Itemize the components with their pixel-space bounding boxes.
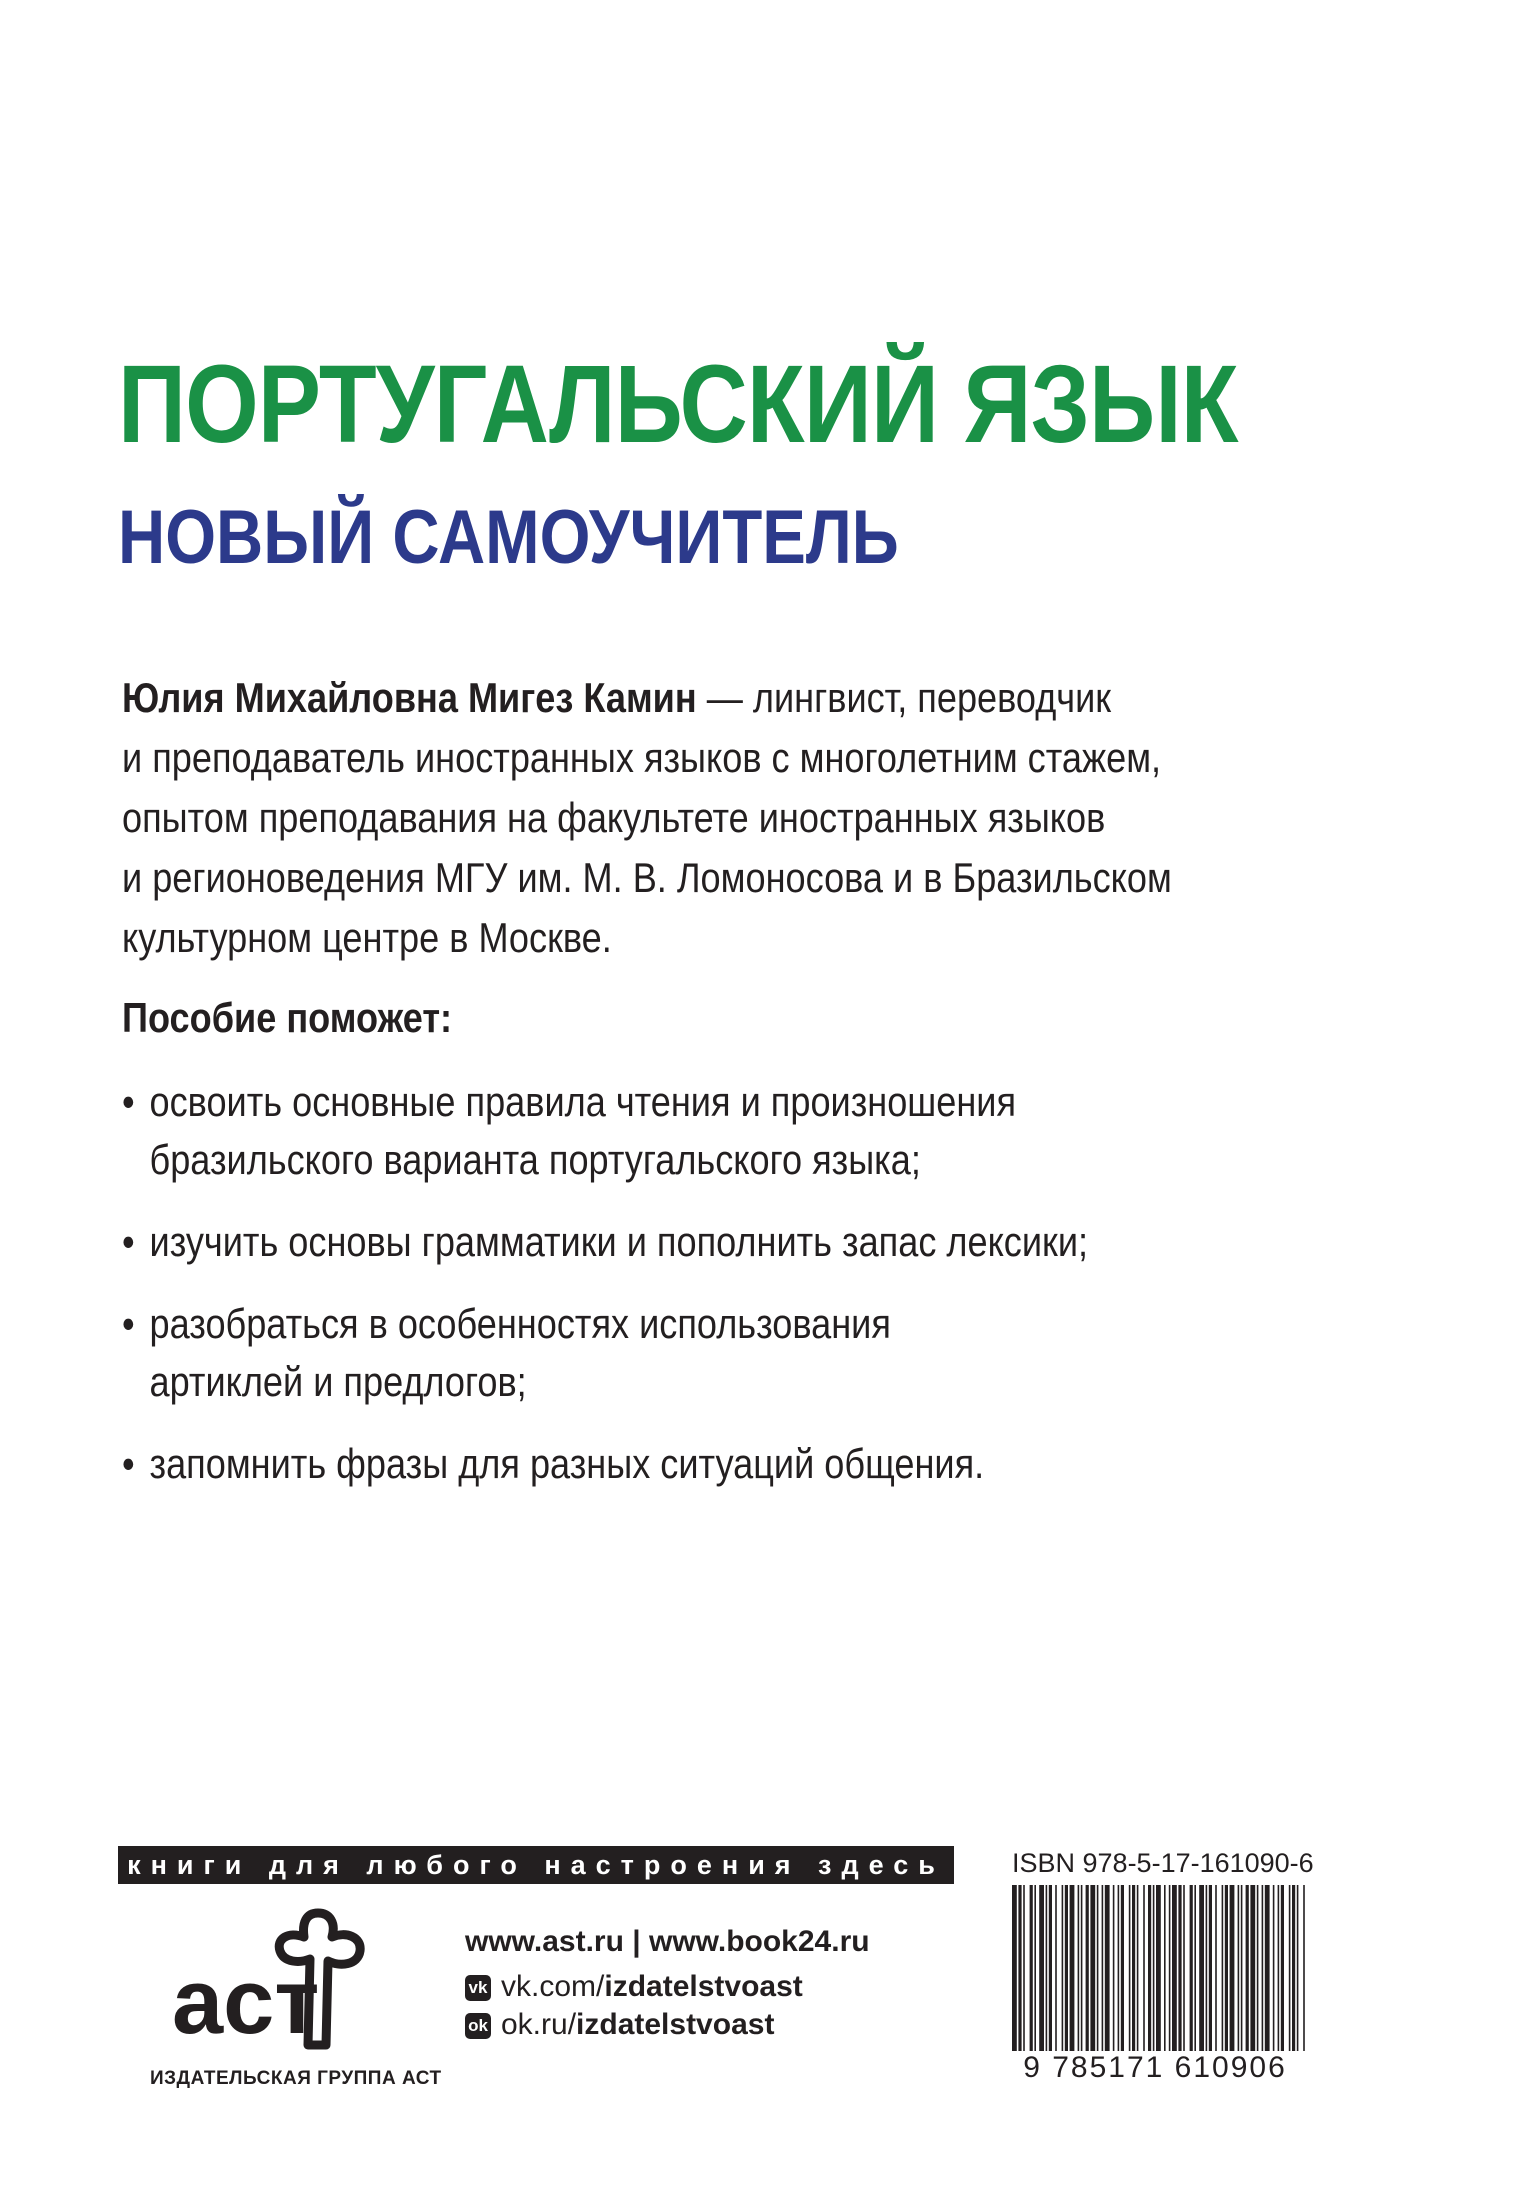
benefit-text-cont: артиклей и предлогов; xyxy=(149,1358,527,1405)
barcode-bar xyxy=(1046,1885,1048,2070)
barcode-bar xyxy=(1273,1885,1275,2070)
benefit-item xyxy=(122,1213,1088,1271)
barcode-bar xyxy=(1132,1885,1135,2070)
barcode-bar xyxy=(1164,1885,1166,2070)
barcode-bar xyxy=(1241,1885,1243,2070)
ok-icon: ok xyxy=(465,2013,491,2039)
benefit-text: запомнить фразы для разных ситуаций общения. xyxy=(149,1440,985,1487)
barcode-bar xyxy=(1012,1885,1017,2070)
vk-icon: vk xyxy=(465,1975,491,2001)
bio-line-1-rest: — лингвист, переводчик xyxy=(696,674,1112,721)
isbn-label: ISBN 978-5-17-161090-6 xyxy=(1012,1848,1314,1878)
book-title: ПОРТУГАЛЬСКИЙ ЯЗЫК xyxy=(118,343,1238,466)
barcode-bar xyxy=(1049,1885,1052,2070)
barcode-bar xyxy=(1206,1885,1208,2070)
benefit-text-cont: бразильского варианта португальского языка; xyxy=(149,1136,921,1183)
barcode-bar xyxy=(1172,1885,1177,2070)
author-bio xyxy=(122,668,1274,968)
barcode-bar xyxy=(1129,1885,1131,2070)
barcode-bar xyxy=(1023,1885,1025,2070)
vk-handle: izdatelstvoast xyxy=(604,1970,803,2003)
barcode-bar xyxy=(1297,1885,1299,2070)
barcode-bar xyxy=(1190,1885,1193,2070)
book-subtitle: НОВЫЙ САМОУЧИТЕЛЬ xyxy=(118,495,899,580)
publisher-name: ИЗДАТЕЛЬСКАЯ ГРУППА АСТ xyxy=(150,2068,442,2089)
barcode-bar xyxy=(1230,1885,1235,2070)
bullet-icon: • xyxy=(122,1218,135,1265)
barcode-bar xyxy=(1070,1885,1075,2070)
barcode-bar xyxy=(1246,1885,1249,2070)
barcode-bar xyxy=(1262,1885,1264,2070)
barcode-bar xyxy=(1039,1885,1044,2070)
benefit-item xyxy=(122,1295,1088,1411)
barcode-bar xyxy=(1278,1885,1280,2070)
barcode-bar xyxy=(1034,1885,1036,2070)
isbn-barcode xyxy=(1008,1885,1308,2070)
slogan-banner: книги для любого настроения здесь xyxy=(118,1846,954,1884)
barcode-bar xyxy=(1303,1885,1305,2070)
benefit-item xyxy=(122,1073,1088,1189)
barcode-bar xyxy=(1194,1885,1196,2070)
barcode-bar xyxy=(1030,1885,1033,2070)
barcode-bar xyxy=(1222,1885,1224,2070)
barcode-bar xyxy=(1169,1885,1171,2070)
barcode-bar xyxy=(1121,1885,1124,2070)
barcode-bar xyxy=(1156,1885,1161,2070)
bullet-icon: • xyxy=(122,1300,135,1347)
author-name: Юлия Михайловна Мигез Камин xyxy=(122,674,697,721)
barcode-bar xyxy=(1143,1885,1145,2070)
vk-prefix: vk.com/ xyxy=(501,1970,605,2003)
barcode-bar xyxy=(1086,1885,1089,2070)
benefit-item xyxy=(122,1435,1088,1493)
ok-prefix: ok.ru/ xyxy=(501,2008,577,2041)
logo-lettering: аст xyxy=(172,1951,320,2053)
vk-link[interactable] xyxy=(465,1970,803,2004)
ok-link[interactable] xyxy=(465,2008,774,2042)
barcode-bar xyxy=(1199,1885,1204,2070)
barcode-bar xyxy=(1265,1885,1270,2070)
barcode-bar xyxy=(1238,1885,1240,2070)
publisher-websites: www.ast.ru | www.book24.ru xyxy=(465,1925,870,1958)
barcode-bar xyxy=(1225,1885,1228,2070)
benefit-text: изучить основы грамматики и пополнить запас лексики; xyxy=(149,1218,1089,1265)
barcode-bar xyxy=(1289,1885,1291,2070)
bullet-icon: • xyxy=(122,1078,135,1125)
bio-line-2: и преподаватель иностранных языков с многолетним стажем, xyxy=(122,734,1162,781)
barcode-bar xyxy=(1090,1885,1095,2070)
benefits-heading: Пособие поможет: xyxy=(122,994,453,1041)
bio-line-3: опытом преподавания на факультете иностранных языков xyxy=(122,794,1106,841)
barcode-bar xyxy=(1055,1885,1057,2070)
barcode-bar xyxy=(1102,1885,1104,2070)
barcode-bar xyxy=(1065,1885,1068,2070)
bio-line-4: и регионоведения МГУ им. М. В. Ломоносова и в Бразильском xyxy=(122,854,1172,901)
barcode-bar xyxy=(1148,1885,1151,2070)
bio-line-1 xyxy=(122,668,1274,728)
barcode-bar xyxy=(1078,1885,1080,2070)
barcode-bar xyxy=(1113,1885,1115,2070)
barcode-bar xyxy=(1292,1885,1295,2070)
barcode-bar xyxy=(1183,1885,1185,2070)
barcode-bar xyxy=(1257,1885,1259,2070)
barcode-bar xyxy=(1153,1885,1155,2070)
bullet-icon: • xyxy=(122,1440,135,1487)
barcode-bar xyxy=(1097,1885,1099,2070)
benefits-list xyxy=(122,1073,1088,1517)
ast-logo xyxy=(168,1905,388,2055)
benefit-text: разобраться в особенностях использования xyxy=(149,1300,891,1347)
barcode-bar xyxy=(1081,1885,1083,2070)
barcode-digits: 9 785171 610906 xyxy=(990,2051,1320,2085)
barcode-bar xyxy=(1178,1885,1181,2070)
barcode-bar xyxy=(1137,1885,1139,2070)
barcode-bar xyxy=(1105,1885,1110,2070)
bio-line-5: культурном центре в Москве. xyxy=(122,914,612,961)
barcode-bar xyxy=(1018,1885,1021,2070)
barcode-bar xyxy=(1062,1885,1064,2070)
barcode-bar xyxy=(1281,1885,1284,2070)
barcode-bar xyxy=(1118,1885,1120,2070)
barcode-bar xyxy=(1215,1885,1217,2070)
barcode-bar xyxy=(1209,1885,1212,2070)
ok-handle: izdatelstvoast xyxy=(576,2008,775,2041)
barcode-bar xyxy=(1250,1885,1255,2070)
benefit-text: освоить основные правила чтения и произношения xyxy=(149,1078,1017,1125)
